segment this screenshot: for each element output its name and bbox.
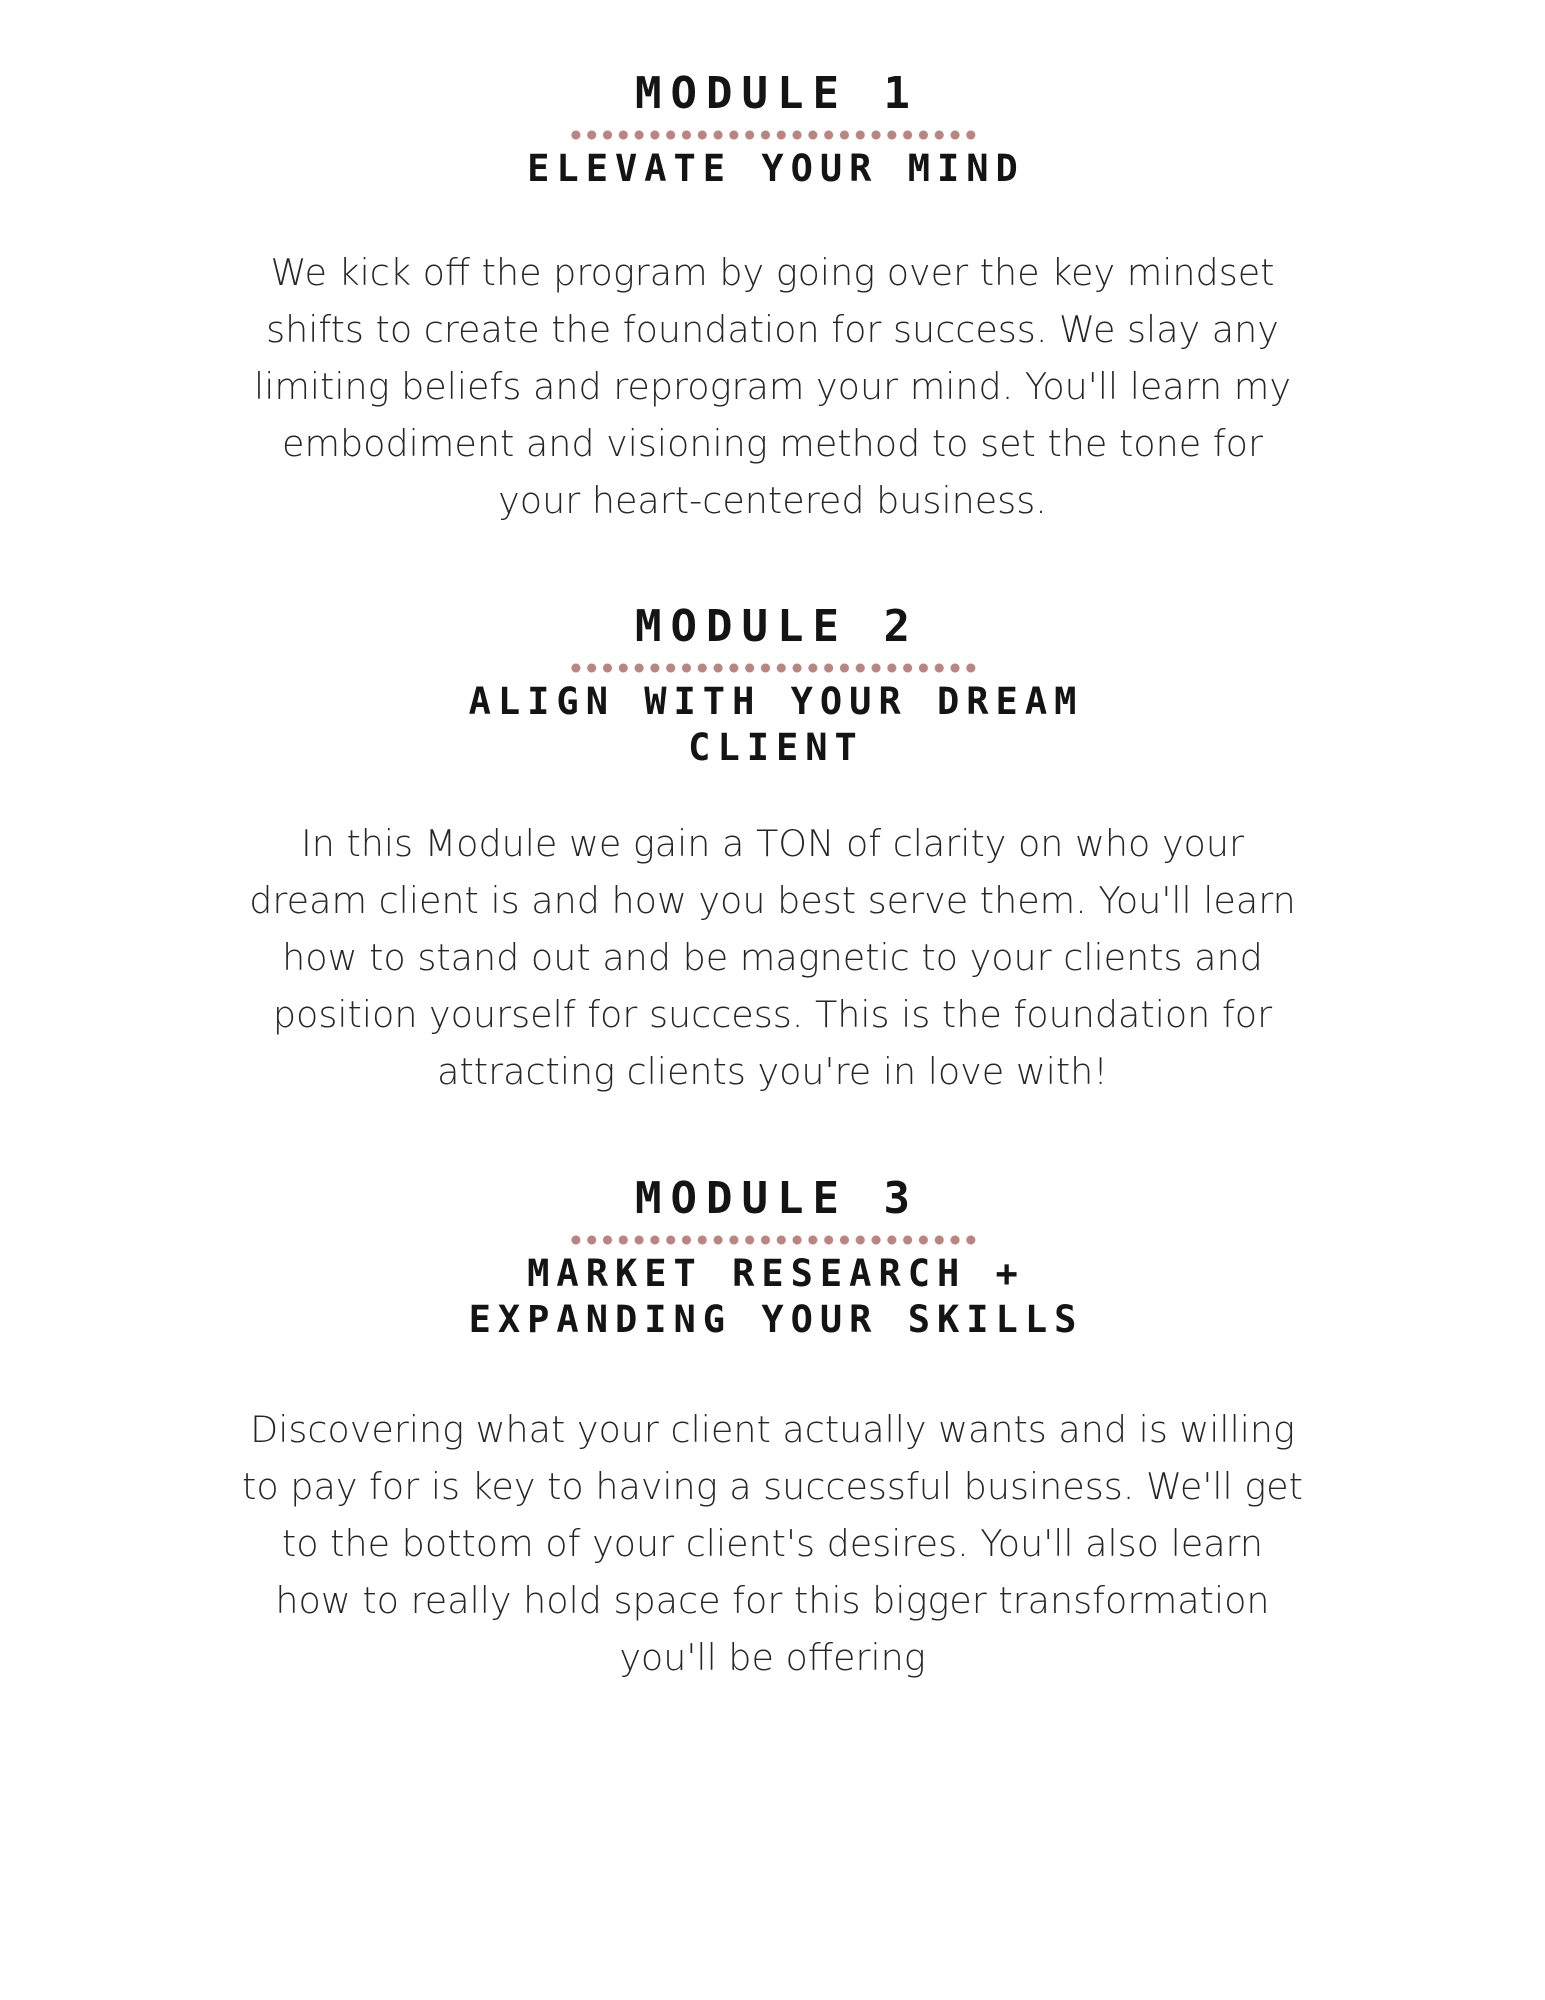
module-1-subtitle: ELEVATE YOUR MIND: [527, 147, 1025, 190]
module-3-title: MODULE 3: [635, 1173, 919, 1224]
module-3-section: [0, 1173, 1545, 1686]
module-1-title: MODULE 1: [635, 68, 919, 119]
module-3-description: Discovering what your client actually wants and is willing to pay for is key to having a successful business. We'll get to the bottom of your client's desires. You'll also learn how to really hold space for this bigger transformation you'll be offering: [242, 1408, 1303, 1679]
module-2-subtitle: ALIGN WITH YOUR DREAM CLIENT: [468, 680, 1084, 769]
module-3-subtitle: MARKET RESEARCH + EXPANDING YOUR SKILLS: [468, 1252, 1084, 1341]
dotted-divider: [568, 1233, 978, 1247]
module-1-section: [0, 68, 1545, 529]
module-2-section: [0, 601, 1545, 1100]
module-2-title: MODULE 2: [635, 601, 919, 652]
module-2-description: In this Module we gain a TON of clarity on who your dream client is and how you best serve them. You'll learn how to stand out and be magnetic to your clients and position yourself for success. This is the foundation for attracting clients you're in love with!: [249, 822, 1296, 1093]
dotted-divider: [568, 128, 978, 142]
module-1-description: We kick off the program by going over the key mindset shifts to create the foundation for success. We slay any limiting beliefs and reprogram your mind. You'll learn my embodiment and visioning method to set the tone for your heart-centered business.: [254, 251, 1291, 522]
dotted-divider: [568, 661, 978, 675]
